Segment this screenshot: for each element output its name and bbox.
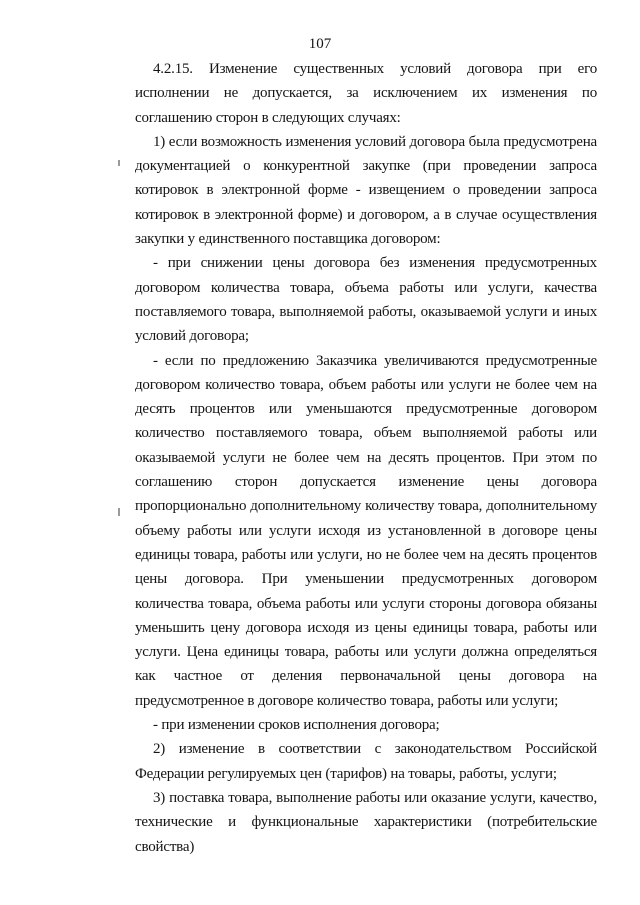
margin-mark	[118, 508, 120, 516]
paragraph-quantity-change: - если по предложению Заказчика увеличиваются предусмотренные договором количество товара, объем работы или услуги не более чем на десять процентов или уменьшаются предусмотренные договором количество поставляемого товара, объем выполняемой работы или оказываемой услуги не более чем на десять процентов. При этом по соглашению сторон допускается изменение цены договора пропорционально дополнительному количеству товара, дополнительному объему работы или услуги исходя из установленной в договоре цены единицы товара, работы или услуги, но не более чем на десять процентов цены договора. При уменьшении предусмотренных договором количества товара, объема работы или услуги стороны договора обязаны уменьшить цену договора исходя из цены единицы товара, работы или услуги. Цена единицы товара, работы или услуги должна определяться как частное от деления первоначальной цены договора на предусмотренное в договоре количество товара, работы или услуги;	[135, 352, 597, 709]
page-number: 107	[308, 36, 332, 52]
paragraph-item-3: 3) поставка товара, выполнение работы или оказание услуги, качество, технические и функциональные характеристики (потребительские свойства)	[135, 789, 597, 855]
paragraph-clause-4-2-15: 4.2.15. Изменение существенных условий договора при его исполнении не допускается, за исключением их изменения по соглашению сторон в следующих случаях:	[135, 61, 597, 126]
paragraph-item-2: 2) изменение в соответствии с законодательством Российской Федерации регулируемых цен (тарифов) на товары, работы, услуги;	[135, 741, 597, 782]
document-body	[135, 57, 597, 859]
paragraph-term-change: - при изменении сроков исполнения договора;	[153, 717, 440, 734]
margin-mark	[118, 160, 120, 166]
paragraph-price-reduction: - при снижении цены договора без изменения предусмотренных договором количества товара, объема работы или услуги, качества поставляемого товара, выполняемой работы, оказываемой услуги и иных условий договора;	[135, 255, 597, 345]
paragraph-item-1: 1) если возможность изменения условий договора была предусмотрена документацией о конкурентной закупке (при проведении запроса котировок в электронной форме - извещением о проведении запроса котировок в электронной форме) и договором, а в случае осуществления закупки у единственного поставщика договором:	[135, 133, 597, 248]
